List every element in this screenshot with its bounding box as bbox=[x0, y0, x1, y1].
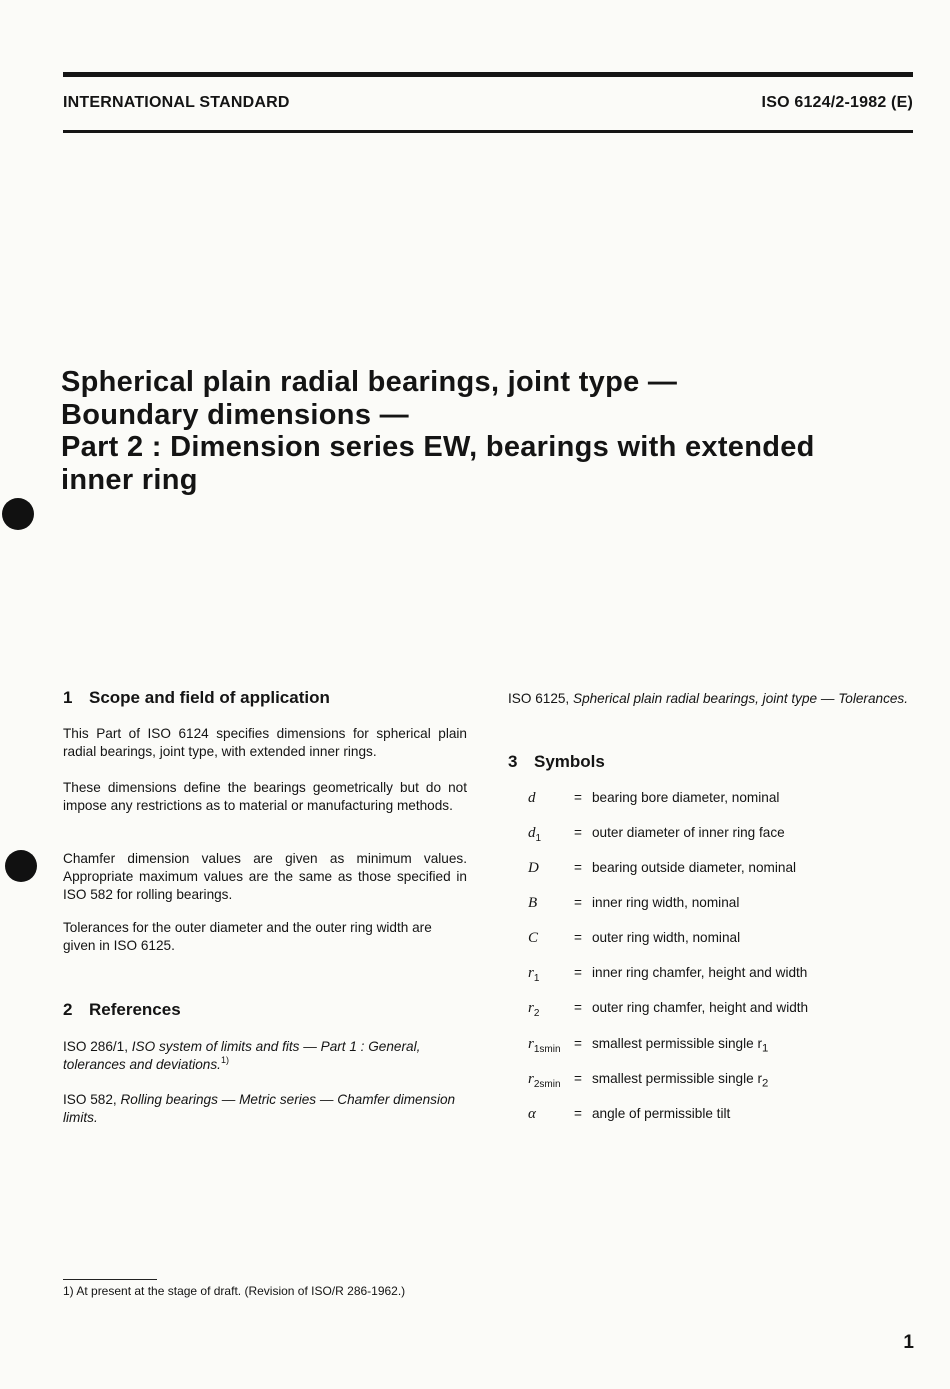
equals-sign: = bbox=[574, 1106, 582, 1121]
footnote-rule bbox=[63, 1279, 157, 1280]
section-title: References bbox=[89, 1000, 181, 1019]
symbol-row bbox=[528, 860, 908, 880]
symbol-row bbox=[528, 790, 908, 810]
standard-label: INTERNATIONAL STANDARD bbox=[63, 94, 290, 111]
symbol-row bbox=[528, 930, 908, 950]
ref-title: ISO system of limits and fits — Part 1 : General, tolerances and deviations. bbox=[63, 1039, 421, 1072]
ref-title: Spherical plain radial bearings, joint type — Tolerances. bbox=[573, 691, 908, 706]
symbol: $r_2$ bbox=[528, 1000, 540, 1019]
symbol: d bbox=[528, 790, 536, 806]
symbol-row bbox=[528, 1071, 908, 1091]
symbol-definition: inner ring chamfer, height and width bbox=[592, 965, 808, 980]
symbol-definition: bearing outside diameter, nominal bbox=[592, 860, 797, 875]
header-rule-bottom bbox=[63, 130, 913, 133]
section-3-heading bbox=[508, 752, 605, 772]
ref-code: ISO 582, bbox=[63, 1092, 117, 1107]
section-number: 3 bbox=[508, 752, 518, 771]
reference-iso-286 bbox=[63, 1038, 467, 1074]
title-line-2: Boundary dimensions — bbox=[61, 398, 409, 431]
symbol-definition: angle of permissible tilt bbox=[592, 1106, 731, 1121]
ref-code: ISO 6125, bbox=[508, 691, 570, 706]
symbol: $r_{1smin}$ bbox=[528, 1036, 561, 1055]
symbol-definition: outer ring width, nominal bbox=[592, 930, 741, 945]
scope-paragraph-1: This Part of ISO 6124 specifies dimensions for spherical plain radial bearings, joint type, with extended inner rings. bbox=[63, 726, 467, 759]
symbol-row bbox=[528, 1106, 908, 1126]
punch-hole-lower bbox=[5, 850, 37, 882]
equals-sign: = bbox=[574, 790, 582, 805]
symbol-row bbox=[528, 1036, 908, 1056]
symbol-definition: smallest permissible single $r_1$ bbox=[592, 1036, 769, 1055]
symbol-row bbox=[528, 1000, 908, 1020]
equals-sign: = bbox=[574, 930, 582, 945]
symbol: C bbox=[528, 930, 539, 946]
scope-paragraph-2: These dimensions define the bearings geometrically but do not impose any restrictions as to material or manufacturing methods. bbox=[63, 780, 467, 813]
equals-sign: = bbox=[574, 895, 582, 910]
punch-hole-upper bbox=[2, 498, 34, 530]
ref-title: Rolling bearings — Metric series — Chamfer dimension limits. bbox=[63, 1092, 456, 1125]
equals-sign: = bbox=[574, 860, 582, 875]
title-line-4: inner ring bbox=[61, 463, 198, 496]
footnote-marker: 1) bbox=[220, 1055, 229, 1065]
scope-paragraph-4: Tolerances for the outer diameter and the outer ring width are given in ISO 6125. bbox=[63, 920, 432, 953]
equals-sign: = bbox=[574, 1036, 582, 1051]
symbol-definition: smallest permissible single $r_2$ bbox=[592, 1071, 769, 1090]
standard-number: ISO 6124/2-1982 (E) bbox=[761, 94, 913, 111]
document-title bbox=[61, 366, 901, 496]
section-title: Scope and field of application bbox=[89, 688, 330, 707]
symbol: $r_1$ bbox=[528, 965, 540, 984]
title-line-1: Spherical plain radial bearings, joint type — bbox=[61, 366, 678, 398]
section-number: 2 bbox=[63, 1000, 73, 1019]
reference-iso-582 bbox=[63, 1091, 467, 1127]
symbol: $d_1$ bbox=[528, 825, 542, 844]
header-rule-top bbox=[63, 72, 913, 77]
section-number: 1 bbox=[63, 688, 73, 707]
section-2-heading bbox=[63, 1000, 181, 1020]
equals-sign: = bbox=[574, 1000, 582, 1015]
section-1-heading bbox=[63, 688, 330, 708]
equals-sign: = bbox=[574, 825, 582, 840]
equals-sign: = bbox=[574, 1071, 582, 1086]
scope-paragraph-3: Chamfer dimension values are given as minimum values. Appropriate maximum values are the same as those specified in ISO 582 for rolling bearings. bbox=[63, 851, 467, 902]
symbol: α bbox=[528, 1106, 536, 1122]
reference-iso-6125 bbox=[508, 690, 911, 708]
symbol-row bbox=[528, 895, 908, 915]
symbol: $r_{2smin}$ bbox=[528, 1071, 561, 1090]
symbol-definition: outer diameter of inner ring face bbox=[592, 825, 785, 840]
footnote: 1) At present at the stage of draft. (Revision of ISO/R 286-1962.) bbox=[63, 1284, 406, 1298]
symbol: B bbox=[528, 895, 538, 911]
symbol: D bbox=[528, 860, 539, 876]
symbol-definition: bearing bore diameter, nominal bbox=[592, 790, 780, 805]
ref-code: ISO 286/1, bbox=[63, 1039, 128, 1054]
equals-sign: = bbox=[574, 965, 582, 980]
section-title: Symbols bbox=[534, 752, 605, 771]
title-line-3: Part 2 : Dimension series EW, bearings with extended bbox=[61, 431, 815, 463]
symbol-row bbox=[528, 825, 908, 845]
page-number: 1 bbox=[903, 1332, 914, 1353]
symbol-definition: outer ring chamfer, height and width bbox=[592, 1000, 809, 1015]
symbol-definition: inner ring width, nominal bbox=[592, 895, 740, 910]
symbol-row bbox=[528, 965, 908, 985]
